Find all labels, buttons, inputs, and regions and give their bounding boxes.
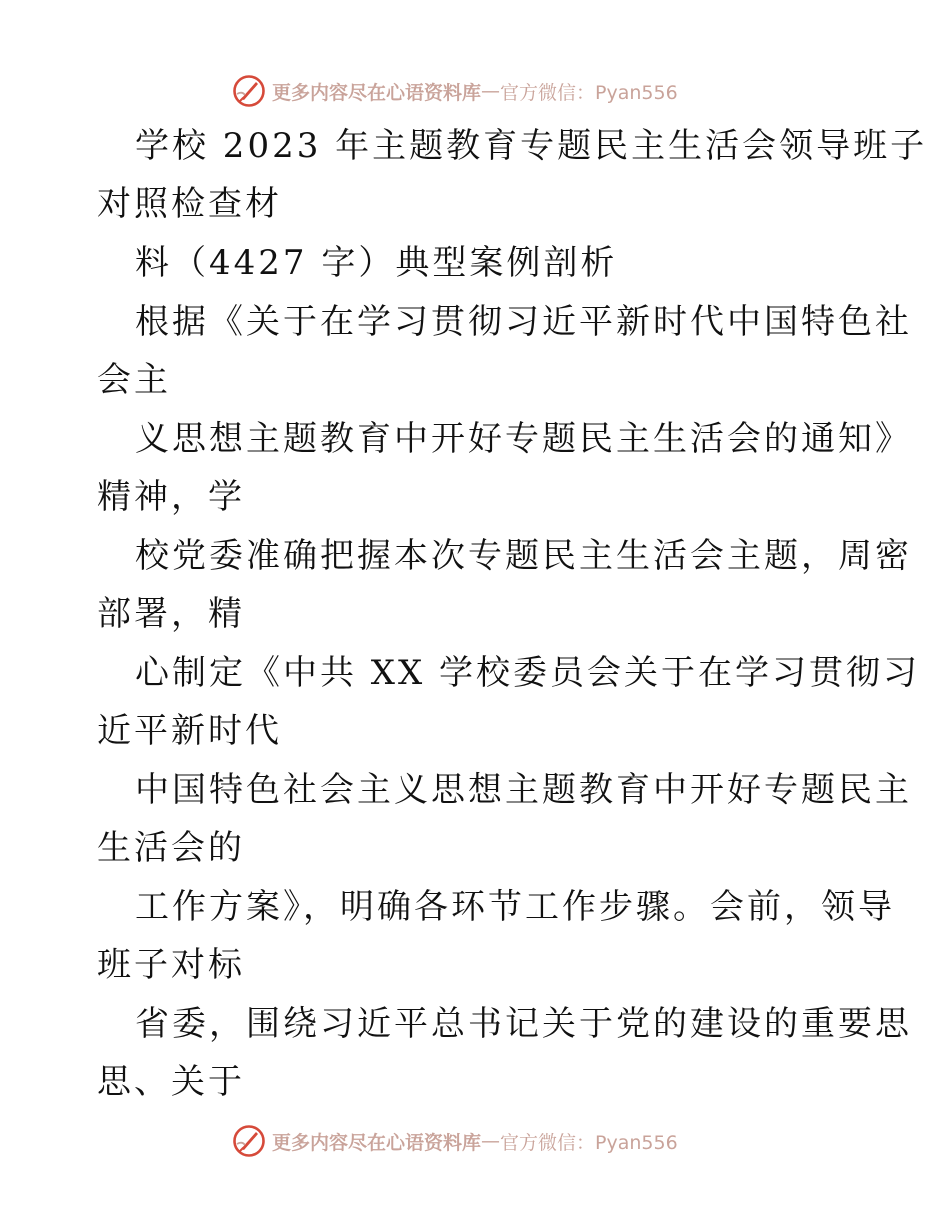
title-line-3: 料（4427 字）典型案例剖析 <box>135 243 618 283</box>
body-line: 精神，学 <box>97 477 245 517</box>
body-line: 心制定《中共 XX 学校委员会关于在学习贯彻习 <box>135 653 921 693</box>
banner-contact: 官方微信：Pyan556 <box>500 81 678 104</box>
body-line: 根据《关于在学习贯彻习近平新时代中国特色社 <box>135 302 912 342</box>
body-line: 班子对标 <box>97 945 245 985</box>
body-line: 思、关于 <box>97 1062 245 1102</box>
title-line-1: 学校 2023 年主题教育专题民主生活会领导班子 <box>135 126 928 166</box>
banner-separator: — <box>481 1130 501 1152</box>
body-line: 中国特色社会主义思想主题教育中开好专题民主 <box>135 770 912 810</box>
header-banner <box>232 72 678 110</box>
body-line: 省委，围绕习近平总书记关于党的建设的重要思 <box>135 1004 912 1044</box>
body-line: 部署，精 <box>97 594 245 634</box>
banner-separator: — <box>481 80 501 102</box>
body-line: 义思想主题教育中开好专题民主生活会的通知》 <box>135 419 912 459</box>
body-line: 校党委准确把握本次专题民主生活会主题，周密 <box>135 536 912 576</box>
quill-pen-circle-icon <box>232 74 266 108</box>
body-line: 工作方案》，明确各环节工作步骤。会前，领导 <box>135 887 895 927</box>
banner-contact: 官方微信：Pyan556 <box>500 1131 678 1154</box>
body-line: 会主 <box>97 360 171 400</box>
quill-pen-circle-icon <box>232 1124 266 1158</box>
title-line-2: 对照检查材 <box>97 184 282 224</box>
banner-title: 更多内容尽在心语资料库 <box>272 81 482 104</box>
body-line: 近平新时代 <box>97 711 282 751</box>
banner-title: 更多内容尽在心语资料库 <box>272 1131 482 1154</box>
body-line: 生活会的 <box>97 828 245 868</box>
footer-banner <box>232 1122 678 1160</box>
